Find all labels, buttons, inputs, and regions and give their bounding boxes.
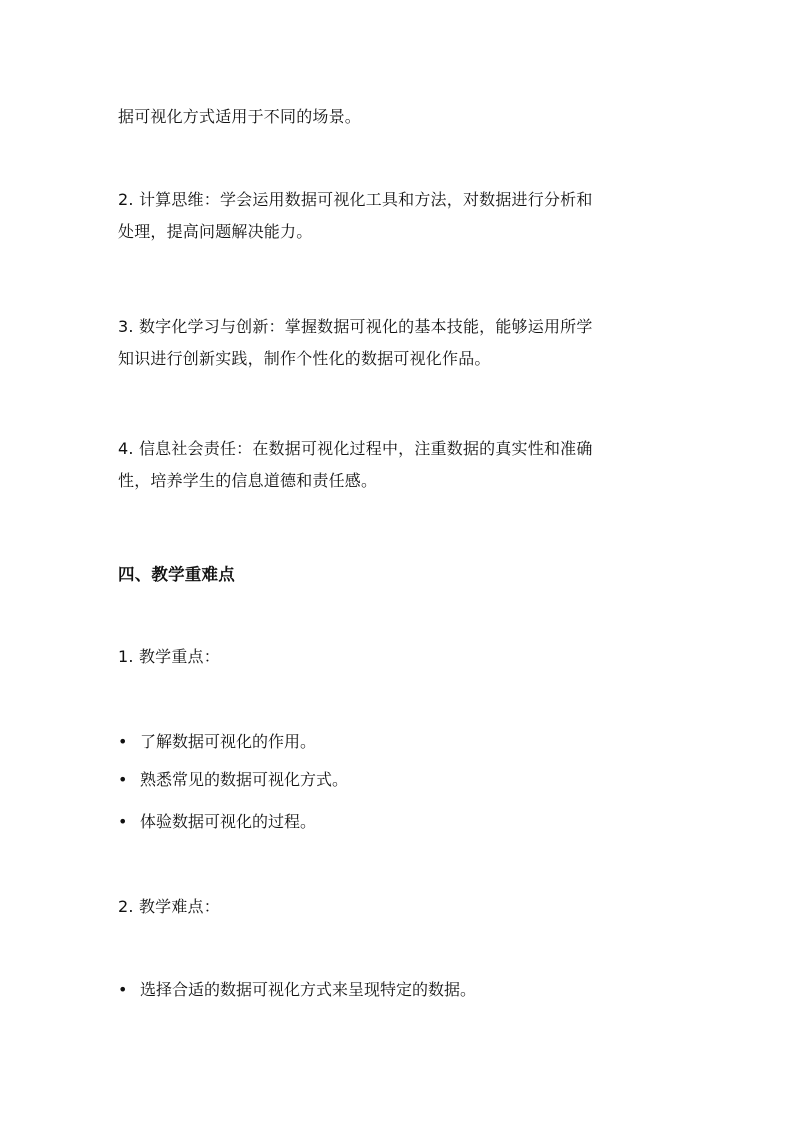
- list-item-text: 熟悉常见的数据可视化方式。: [140, 770, 349, 789]
- continuation-paragraph: [118, 101, 678, 133]
- objective-computational-thinking: [118, 184, 678, 248]
- list-item-text: 了解数据可视化的作用。: [140, 732, 317, 751]
- difficult-point-item: [118, 974, 476, 1006]
- paragraph-line: 3. 数字化学习与创新：掌握数据可视化的基本技能，能够运用所学: [118, 317, 593, 336]
- key-point-item: [118, 806, 316, 838]
- subsection-title: 1. 教学重点：: [118, 647, 220, 666]
- paragraph-line: 性，培养学生的信息道德和责任感。: [118, 471, 378, 490]
- objective-digital-learning: [118, 311, 678, 375]
- section-heading-text: 四、教学重难点: [118, 565, 235, 584]
- paragraph-line: 4. 信息社会责任：在数据可视化过程中，注重数据的真实性和准确: [118, 439, 593, 458]
- paragraph-line: 2. 计算思维：学会运用数据可视化工具和方法，对数据进行分析和: [118, 190, 593, 209]
- key-point-item: [118, 726, 316, 758]
- section-heading: [118, 559, 678, 591]
- paragraph-line: 处理，提高问题解决能力。: [118, 222, 313, 241]
- bullet-icon: •: [118, 812, 128, 831]
- difficult-points-title: [118, 891, 678, 923]
- list-item-text: 体验数据可视化的过程。: [140, 812, 317, 831]
- paragraph-line: 知识进行创新实践，制作个性化的数据可视化作品。: [118, 349, 491, 368]
- key-point-item: [118, 764, 348, 796]
- list-item-text: 选择合适的数据可视化方式来呈现特定的数据。: [140, 980, 477, 999]
- bullet-icon: •: [118, 732, 128, 751]
- key-points-title: [118, 641, 678, 673]
- bullet-icon: •: [118, 770, 128, 789]
- paragraph-line: 据可视化方式适用于不同的场景。: [118, 107, 362, 126]
- objective-social-responsibility: [118, 433, 678, 497]
- subsection-title: 2. 教学难点：: [118, 897, 220, 916]
- bullet-icon: •: [118, 980, 128, 999]
